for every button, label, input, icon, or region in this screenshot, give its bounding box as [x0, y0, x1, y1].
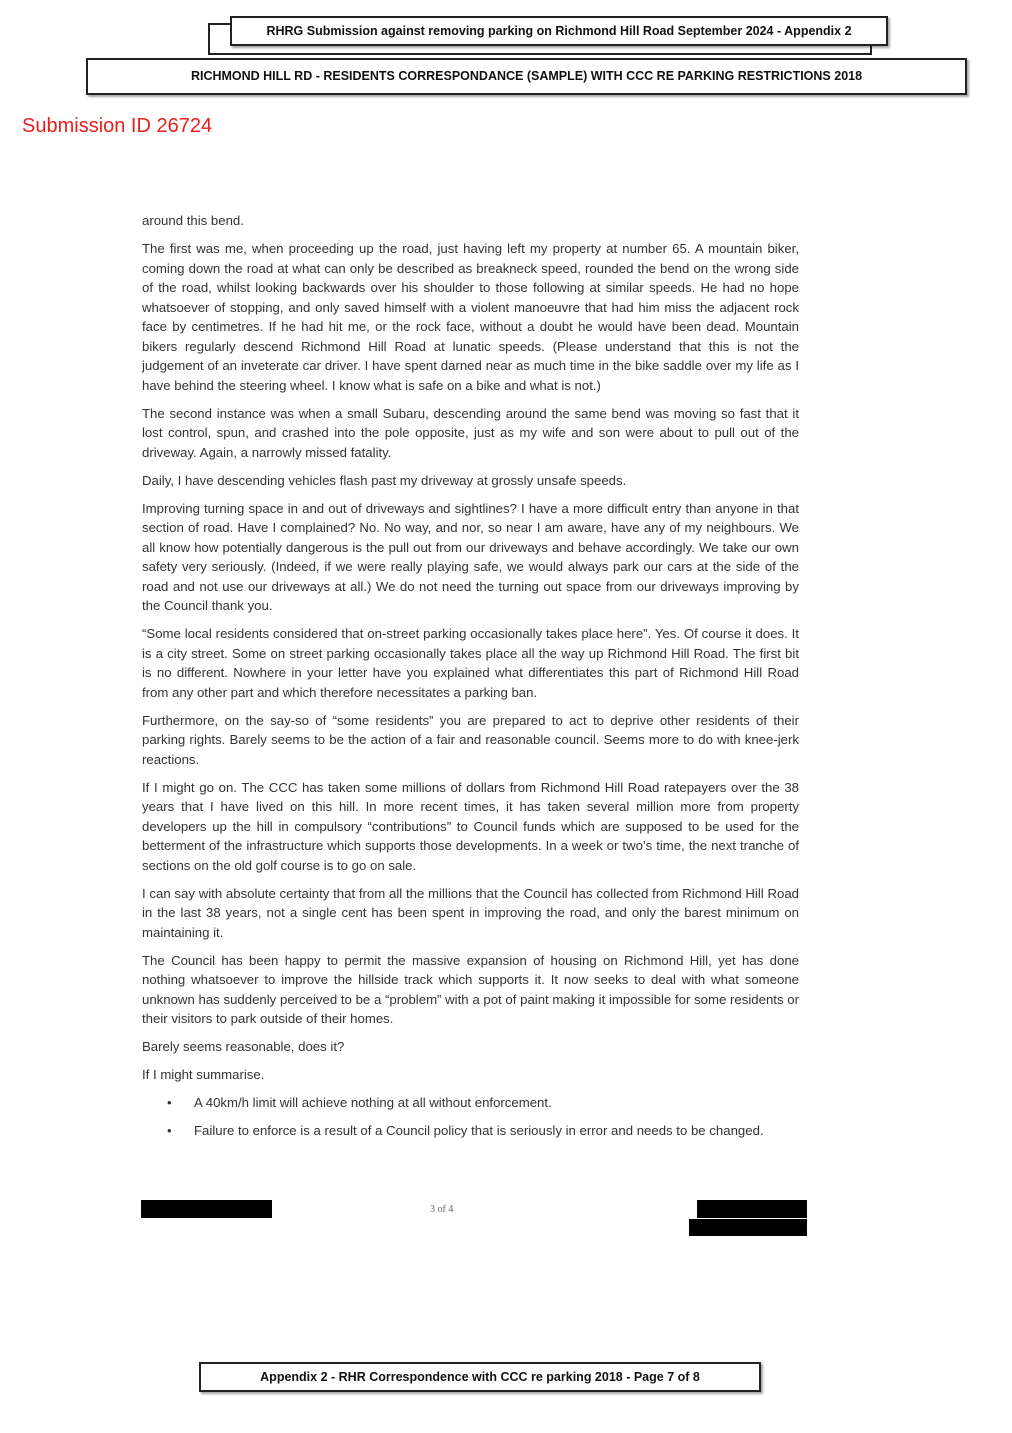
submission-id: Submission ID 26724	[22, 115, 213, 137]
section-title-box	[86, 58, 967, 95]
paragraph: The first was me, when proceeding up the road, just having left my property at number 65. A mountain biker, coming down the road at what can only be described as breakneck speed, rounded the bend on the wrong side of the road, whilst looking backwards over his shoulder to those following at similar speeds. He had no hope whatsoever of stopping, and only saved himself with a violent manoeuvre that had him miss the adjacent rock face by centimetres. If he had hit me, or the rock face, without a doubt he would have been dead. Mountain bikers regularly descend Richmond Hill Road at lunatic speeds. (Please understand that this is not the judgement of an inveterate car driver. I have spent darned near as much time in the bike saddle over my life as I have behind the steering wheel. I know what is safe on a bike and what is not.)	[142, 241, 799, 393]
bullet-icon: •	[167, 1123, 172, 1138]
paragraph: Barely seems reasonable, does it?	[142, 1039, 345, 1054]
bullet-icon: •	[167, 1095, 172, 1110]
list-item	[167, 1121, 799, 1141]
summary-list	[142, 1093, 799, 1141]
footer-label: Appendix 2 - RHR Correspondence with CCC re parking 2018 - Page 7 of 8	[260, 1370, 700, 1384]
redaction-right-bottom	[689, 1219, 807, 1236]
redaction-left	[141, 1200, 272, 1218]
paragraph: Daily, I have descending vehicles flash past my driveway at grossly unsafe speeds.	[142, 472, 627, 488]
letter-body	[142, 211, 799, 1149]
paragraph: around this bend.	[142, 213, 244, 228]
paragraph: The Council has been happy to permit the massive expansion of housing on Richmond Hill, yet has done nothing whatsoever to improve the hillside track which supports it. It now seeks to deal with what someone unknown has suddenly perceived to be a “problem” with a pot of paint making it impossible for some residents or their visitors to park outside of their homes.	[142, 952, 799, 1026]
paragraph: Improving turning space in and out of driveways and sightlines? I have a more difficult entry than anyone in that section of road. Have I complained? No. No way, and nor, so near I am aware, have any of my neighbours. We all know how potentially dangerous is the pull out from our driveways and behave accordingly. We take our own safety very seriously. (Indeed, if we were really playing safe, we would always park our cars at the side of the road and not use our driveways at all.) We do not need the turning out space from our driveways improving by the Council thank you.	[142, 500, 799, 613]
footer-box	[199, 1362, 761, 1392]
paragraph: “Some local residents considered that on-street parking occasionally takes place here”. Yes. Of course it does. It is a city street. Some on street parking occasionally takes place all the way up Richmond Hill Road. The first bit is no different. Nowhere in your letter have you explained what differentiates this part of Richmond Hill Road from any other part and which therefore necessitates a parking ban.	[142, 626, 799, 700]
list-item	[167, 1093, 799, 1113]
appendix-title: RHRG Submission against removing parking on Richmond Hill Road September 2024 - Appendix 2	[266, 24, 852, 38]
page-number: 3 of 4	[430, 1204, 454, 1215]
redaction-right-top	[697, 1200, 807, 1218]
list-item-text: Failure to enforce is a result of a Council policy that is seriously in error and needs to be changed.	[194, 1123, 764, 1138]
paragraph: The second instance was when a small Subaru, descending around the same bend was moving so fast that it lost control, spun, and crashed into the pole opposite, just as my wife and son were about to pull out of the driveway. Again, a narrowly missed fatality.	[142, 405, 799, 460]
paragraph: I can say with absolute certainty that from all the millions that the Council has collected from Richmond Hill Road in the last 38 years, not a single cent has been spent in improving the road, and only the barest minimum on maintaining it.	[142, 885, 799, 940]
list-item-text: A 40km/h limit will achieve nothing at all without enforcement.	[194, 1095, 552, 1110]
section-title: RICHMOND HILL RD - RESIDENTS CORRESPONDANCE (SAMPLE) WITH CCC RE PARKING RESTRICTIONS 2018	[190, 69, 863, 83]
paragraph: Furthermore, on the say-so of “some residents” you are prepared to act to deprive other residents of their parking rights. Barely seems to be the action of a fair and reasonable council. Seems more to do with knee-jerk reactions.	[142, 712, 799, 767]
paragraph: If I might summarise.	[142, 1067, 265, 1082]
paragraph: If I might go on. The CCC has taken some millions of dollars from Richmond Hill Road ratepayers over the 38 years that I have lived on this hill. In more recent times, it has taken several million more from property developers up the hill in compulsory “contributions” to Council funds which are supposed to be used for the betterment of the infrastructure which supports those developments. In a week or two’s time, the next tranche of sections on the old golf course is to go on sale.	[142, 779, 799, 873]
appendix-title-box	[230, 16, 888, 46]
